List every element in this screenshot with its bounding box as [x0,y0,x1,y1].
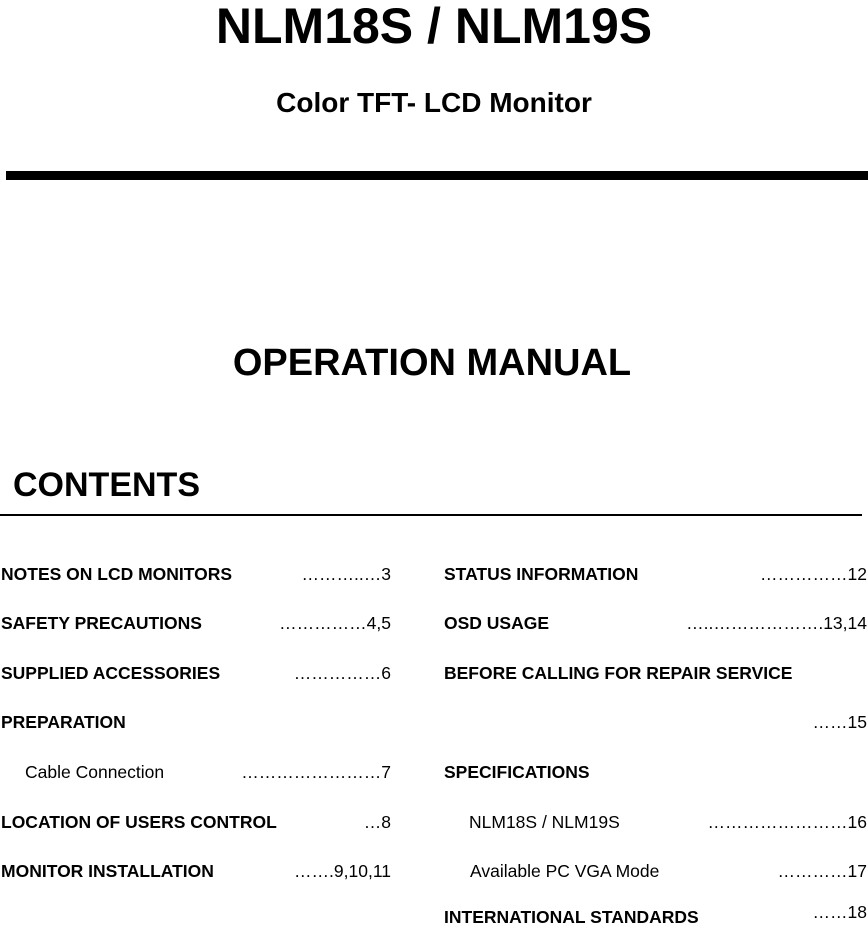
toc-entry-label[interactable]: NLM18S / NLM19S [469,812,620,832]
toc-entry-label[interactable]: PREPARATION [1,712,126,732]
toc-entry-label[interactable]: OSD USAGE [444,613,550,633]
toc-entry-page: ……………………16 [707,812,867,832]
toc-entry-page: ……………12 [760,564,867,584]
manual-title: OPERATION MANUAL [232,342,632,384]
toc-entry-label[interactable]: STATUS INFORMATION [444,564,639,584]
toc-entry-page: ……………4,5 [279,613,391,633]
toc-entry-page: …8 [363,812,391,832]
toc-entry-label[interactable]: NOTES ON LCD MONITORS [1,564,233,584]
toc-entry-page: …………17 [777,861,867,881]
toc-entry-label[interactable]: Cable Connection [25,762,165,782]
toc-entry-page: …..……………….13,14 [686,613,867,633]
toc-entry-page: ……………6 [293,663,391,683]
contents-divider [0,514,862,516]
toc-entry-label[interactable]: SAFETY PRECAUTIONS [1,613,202,633]
model-title: NLM18S / NLM19S [215,0,653,54]
toc-entry-page: …….9,10,11 [294,861,391,881]
toc-entry-label[interactable]: BEFORE CALLING FOR REPAIR SERVICE [444,663,793,683]
contents-heading: CONTENTS [13,466,200,504]
toc-entry-label[interactable]: LOCATION OF USERS CONTROL [1,812,277,832]
toc-entry-label[interactable]: MONITOR INSTALLATION [1,861,214,881]
header-divider [6,171,868,180]
toc-entry-page: ……15 [812,712,867,732]
toc-entry-label[interactable]: Available PC VGA Mode [470,861,660,881]
toc-entry-page: ……………………7 [241,762,391,782]
product-subtitle: Color TFT- LCD Monitor [276,87,592,118]
toc-entry-label[interactable]: SUPPLIED ACCESSORIES [1,663,221,683]
toc-entry-label[interactable]: INTERNATIONAL STANDARDS [444,907,699,927]
toc-entry-page: ………..…3 [301,564,391,584]
toc-entry-label[interactable]: SPECIFICATIONS [444,762,590,782]
toc-entry-page: ……18 [812,902,867,922]
